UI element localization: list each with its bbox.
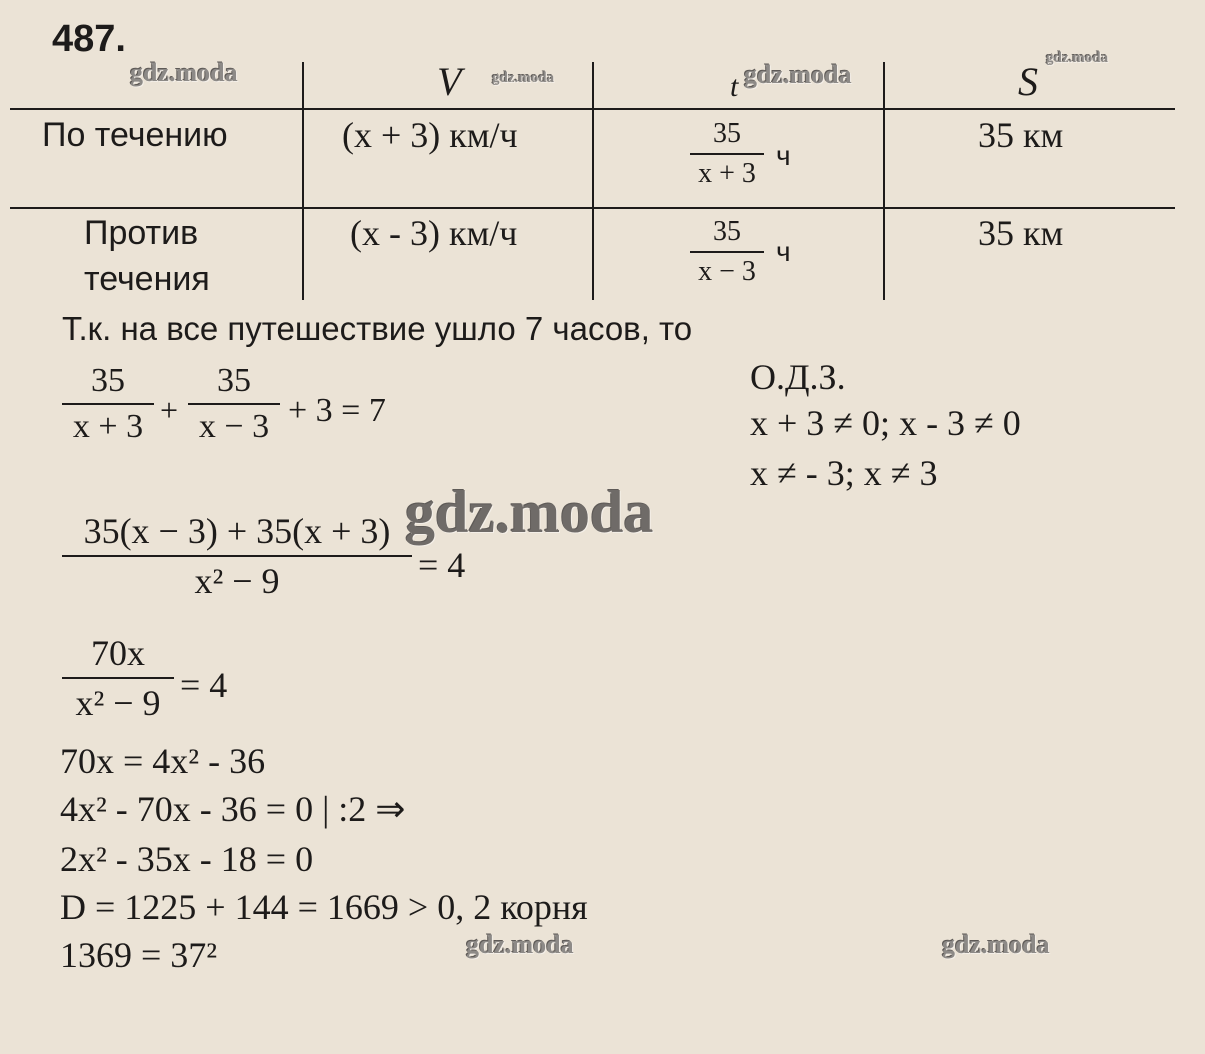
equation-tail: = 4	[418, 545, 466, 585]
row-label-continued: течения	[84, 260, 210, 298]
fraction-numerator: 35	[713, 118, 741, 149]
fraction-simplified	[62, 632, 174, 724]
table-divider	[592, 62, 594, 300]
fraction-numerator: 70x	[91, 633, 145, 673]
watermark: gdz.moda	[1046, 50, 1109, 66]
fraction-denominator: x + 3	[72, 408, 144, 445]
row-distance: 35 км	[978, 115, 1064, 155]
equation-tail: = 4	[180, 665, 228, 705]
fraction-numerator: 35	[217, 362, 251, 399]
table-divider	[302, 62, 304, 300]
row-time-fraction	[690, 118, 764, 190]
row-time-unit: ч	[776, 140, 791, 171]
fraction-term-1	[62, 362, 154, 446]
fraction-bar	[188, 403, 280, 405]
solution-line: 2x² - 35x - 18 = 0	[60, 839, 314, 879]
row-speed: (x - 3) км/ч	[350, 213, 518, 253]
fraction-numerator: 35	[91, 362, 125, 399]
statement-text: Т.к. на все путешествие ушло 7 часов, то	[62, 310, 693, 347]
fraction-denominator: x + 3	[698, 158, 756, 189]
domain-title: О.Д.З.	[750, 357, 846, 397]
row-time-unit: ч	[776, 236, 791, 267]
row-label: Против	[84, 214, 199, 252]
solution-line: 70x = 4x² - 36	[60, 741, 266, 781]
fraction-denominator: x² − 9	[75, 683, 161, 723]
watermark: gdz.moda	[744, 60, 852, 89]
problem-number: 487.	[52, 18, 126, 60]
fraction-denominator: x² − 9	[194, 561, 280, 601]
solution-line: 1369 = 37²	[60, 935, 218, 975]
watermark: gdz.moda	[130, 58, 238, 87]
watermark-large: gdz.moda	[405, 479, 654, 545]
equation-tail: + 3 = 7	[288, 392, 386, 429]
domain-condition: x + 3 ≠ 0; x - 3 ≠ 0	[750, 403, 1021, 443]
header-speed: V	[437, 59, 462, 104]
fraction-numerator: 35(x − 3) + 35(x + 3)	[83, 511, 391, 551]
watermark: gdz.moda	[466, 930, 574, 959]
row-distance: 35 км	[978, 213, 1064, 253]
fraction-numerator: 35	[713, 216, 741, 247]
fraction-combined	[62, 510, 412, 602]
fraction-term-2	[188, 362, 280, 446]
discriminant-line: D = 1225 + 144 = 1669 > 0, 2 корня	[60, 887, 588, 927]
domain-result: x ≠ - 3; x ≠ 3	[750, 453, 938, 493]
fraction-bar	[62, 555, 412, 557]
fraction-denominator: x − 3	[198, 408, 270, 445]
row-speed: (x + 3) км/ч	[342, 115, 518, 155]
table-divider	[883, 62, 885, 300]
watermark: gdz.moda	[942, 930, 1050, 959]
row-time-fraction	[690, 216, 764, 288]
fraction-denominator: x − 3	[698, 256, 756, 287]
plus-sign: +	[160, 392, 179, 428]
solution-line: 4x² - 70x - 36 = 0 | :2 ⇒	[60, 789, 406, 829]
fraction-bar	[690, 251, 764, 253]
fraction-bar	[62, 677, 174, 679]
row-label: По течению	[42, 116, 228, 154]
fraction-bar	[62, 403, 154, 405]
fraction-bar	[690, 153, 764, 155]
header-time: t	[730, 70, 739, 103]
header-distance: S	[1018, 59, 1038, 104]
watermark: gdz.moda	[492, 70, 555, 86]
